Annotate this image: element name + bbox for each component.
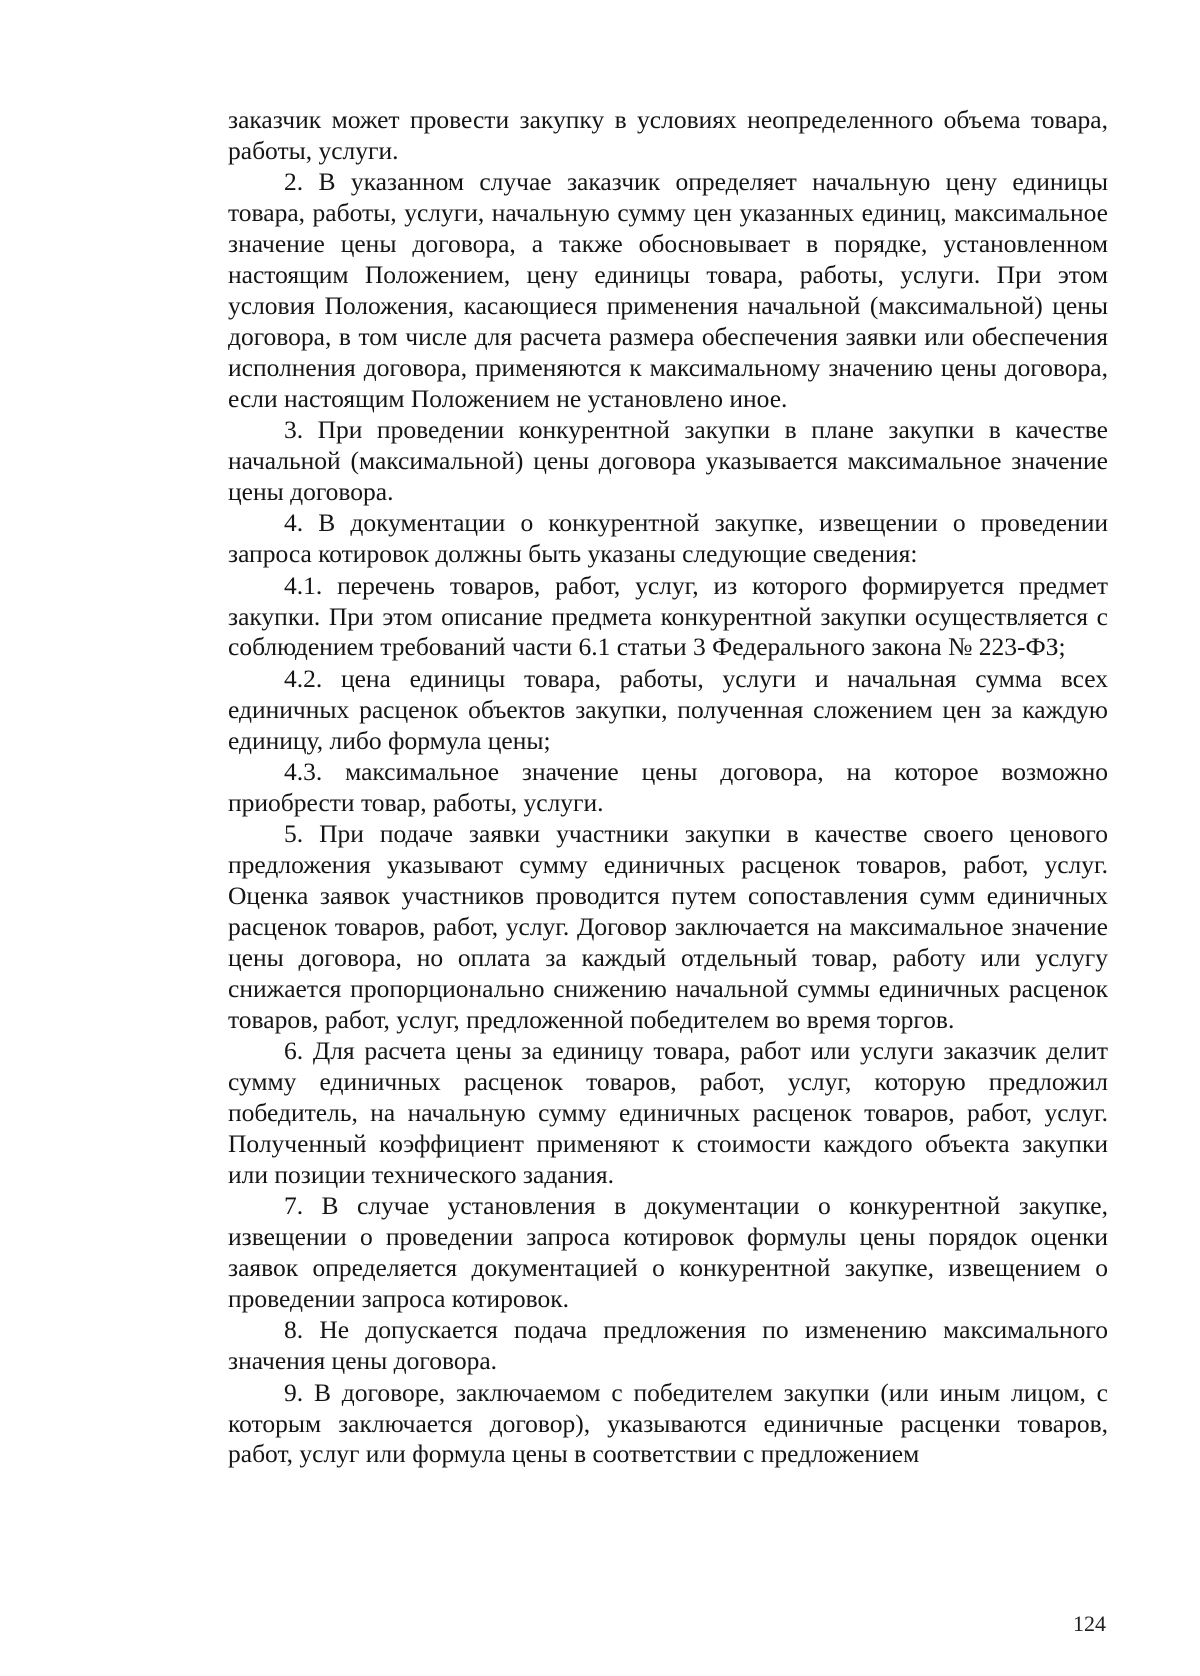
paragraph-8: 8. Не допускается подача предложения по изменению максимального значения цены договора.: [228, 1315, 1108, 1376]
paragraph-9: 9. В договоре, заключаемом с победителем закупки (или иным лицом, с которым заключается договор), указываются единичные расценки товаров, работ, услуг или формула цены в соответствии с предложением: [228, 1377, 1108, 1469]
paragraph-7: 7. В случае установления в документации о конкурентной закупке, извещении о проведении запроса котировок формулы цены порядок оценки заявок определяется документацией о конкурентной закупке, извещением о проведении запроса котировок.: [228, 1191, 1108, 1313]
document-page: [228, 105, 1108, 1471]
paragraph-4: 4. В документации о конкурентной закупке, извещении о проведении запроса котировок должны быть указаны следующие сведения:: [228, 508, 1108, 569]
paragraph-3: 3. При проведении конкурентной закупки в плане закупки в качестве начальной (максимальной) цены договора указывается максимальное значение цены договора.: [228, 415, 1108, 506]
paragraph-4-1: 4.1. перечень товаров, работ, услуг, из которого формируется предмет закупки. При этом описание предмета конкурентной закупки осуществляется с соблюдением требований части 6.1 статьи 3 Федерального закона № 223-ФЗ;: [228, 570, 1108, 662]
paragraph-4-3: 4.3. максимальное значение цены договора, на которое возможно приобрести товар, работы, услуги.: [228, 757, 1108, 817]
paragraph-2: 2. В указанном случае заказчик определяет начальную цену единицы товара, работы, услуги, начальную сумму цен указанных единиц, максимальное значение цены договора, а также обосновывает в порядке, установленном настоящим Положением, цену единицы товара, работы, услуги. При этом условия Положения, касающиеся применения начальной (максимальной) цены договора, в том числе для расчета размера обеспечения заявки или обеспечения исполнения договора, применяются к максимальному значению цены договора, если настоящим Положением не установлено иное.: [228, 167, 1108, 413]
paragraph-4-2: 4.2. цена единицы товара, работы, услуги и начальная сумма всех единичных расценок объектов закупки, полученная сложением цен за каждую единицу, либо формула цены;: [228, 663, 1108, 755]
paragraph-6: 6. Для расчета цены за единицу товара, работ или услуги заказчик делит сумму единичных расценок товаров, работ, услуг, которую предложил победитель, на начальную сумму единичных расценок товаров, работ, услуг. Полученный коэффициент применяют к стоимости каждого объекта закупки или позиции технического задания.: [228, 1036, 1108, 1189]
page-number: 124: [1073, 1611, 1106, 1636]
paragraph-continuation: заказчик может провести закупку в условиях неопределенного объема товара, работы, услуги.: [228, 105, 1108, 165]
paragraph-5: 5. При подаче заявки участники закупки в качестве своего ценового предложения указывают сумму единичных расценок товаров, работ, услуг. Оценка заявок участников проводится путем сопоставления сумм единичных расценок товаров, работ, услуг. Договор заключается на максимальное значение цены договора, но оплата за каждый отдельный товар, работу или услугу снижается пропорционально снижению начальной суммы единичных расценок товаров, работ, услуг, предложенной победителем во время торгов.: [228, 819, 1108, 1034]
